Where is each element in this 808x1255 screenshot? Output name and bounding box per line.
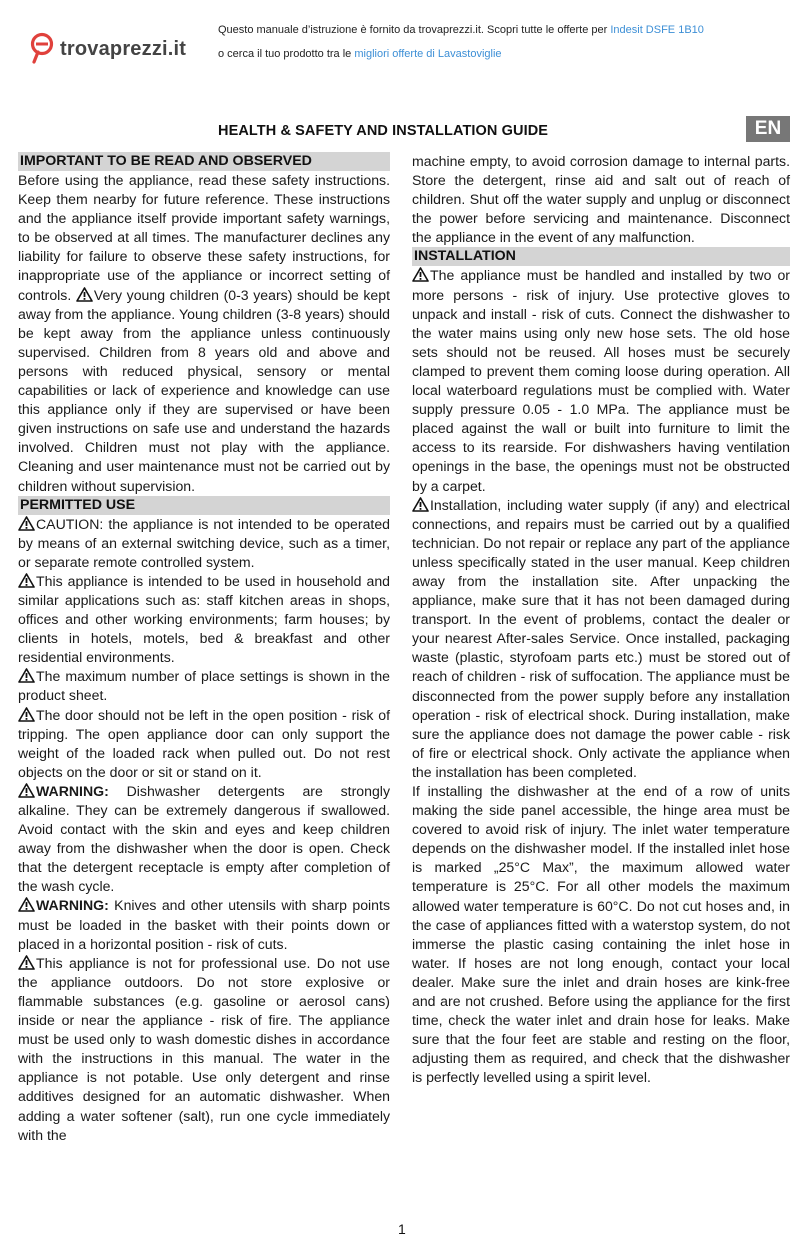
section-heading-permitted-use: PERMITTED USE bbox=[18, 496, 390, 515]
paragraph-technician bbox=[412, 496, 790, 782]
right-column bbox=[412, 152, 790, 1088]
household-text: This appliance is intended to be used in household and similar applications such as: staff kitchen areas in shops, offices and other working environments; farm houses; by clients in hotels, motels, bed & breakfast and other residential environments. bbox=[18, 572, 390, 666]
place-settings-text: The maximum number of place settings is shown in the product sheet. bbox=[18, 668, 390, 704]
top-banner bbox=[0, 0, 808, 80]
warning-icon bbox=[76, 287, 93, 302]
warning-icon bbox=[18, 897, 35, 912]
logo-text: trovaprezzi.it bbox=[60, 37, 187, 60]
paragraph-detergent-warning bbox=[18, 782, 390, 897]
section-heading-important: IMPORTANT TO BE READ AND OBSERVED bbox=[18, 152, 390, 171]
paragraph-handling bbox=[412, 266, 790, 495]
paragraph-household bbox=[18, 572, 390, 667]
technician-text: Installation, including water supply (if any) and electrical connections, and repairs must be carried out by a qualified technician. Do not repair or replace any part of the appliance unless specifically stated in the user manual. Keep children away from the installation site. After unpacking the appliance, make sure that it has not been damaged during transport. In the event of problems, contact the dealer or your nearest After-sales Service. Once installed, packaging waste (plastic, styrofoam parts etc.) must be stored out of reach of children - risk of suffocation. The appliance must be disconnected from the power supply before any installation operation - risk of electrical shock. During installation, make sure the appliance does not damage the power cable - risk of fire or electrical shock. Only activate the appliance when the installation has been completed. bbox=[412, 496, 790, 780]
trovaprezzi-logo[interactable] bbox=[30, 32, 186, 66]
warning-icon bbox=[18, 707, 35, 722]
warning-label: WARNING: bbox=[36, 897, 109, 914]
page-number: 1 bbox=[398, 1221, 406, 1237]
caution-text: CAUTION: the appliance is not intended to be operated by means of an external switching device, such as a timer, or separate remote controlled system. bbox=[18, 515, 390, 570]
detergent-text: Dishwasher detergents are strongly alkaline. They can be extremely dangerous if swallowed. Avoid contact with the skin and eyes and keep children away from the dishwasher when the door is open. Check that the detergent receptacle is empty after completion of the wash cycle. bbox=[18, 782, 390, 895]
warning-label: WARNING: bbox=[36, 782, 109, 799]
warning-icon bbox=[18, 955, 35, 970]
warning-icon bbox=[18, 516, 35, 531]
door-text: The door should not be left in the open position - risk of tripping. The open appliance door can only support the weight of the loaded rack when pulled out. Do not rest objects on the door or sit or stand on it. bbox=[18, 706, 390, 780]
paragraph-place-settings bbox=[18, 667, 390, 705]
banner-line-2 bbox=[218, 48, 502, 60]
paragraph-professional-use bbox=[18, 954, 390, 1145]
title-row bbox=[18, 116, 790, 144]
paragraph-caution bbox=[18, 515, 390, 572]
banner-line-1-text: Questo manuale d’istruzione è fornito da trovaprezzi.it. Scopri tutte le offerte per bbox=[218, 24, 611, 36]
paragraph-intro-text: Before using the appliance, read these safety instructions. Keep them nearby for future reference. These instructions and the appliance itself provide important safety warnings, to be observed at all times. The manufacturer declines any liability for failure to observe these safety instructions, for inappropriate use of the appliance or incorrect setting of controls. bbox=[18, 172, 390, 303]
paragraph-intro bbox=[18, 171, 390, 496]
paragraph-continuation: machine empty, to avoid corrosion damage to internal parts. Store the detergent, rinse aid and salt out of reach of children. Shut off the water supply and unplug or disconnect the power before servicing and maintenance. Disconnect the appliance in the event of any malfunction. bbox=[412, 153, 790, 246]
paragraph-hoses: If installing the dishwasher at the end of a row of units making the side panel accessible, the hinge area must be covered to avoid risk of injury. The inlet water temperature depends on the dishwasher model. If the installed inlet hose is marked „25°C Max”, the maximum allowed water temperature is 25°C. For all other models the maximum allowed water temperature is 60°C. Do not cut hoses and, in the case of appliances fitted with a waterstop system, do not immerse the plastic casing containing the inlet hose in water. If hoses are not long enough, contact your local dealer. Make sure the inlet and drain hoses are kink-free and are not crushed. Before using the appliance for the first time, check the water inlet and drain hose for leaks. Make sure that the four feet are stable and resting on the floor, adjusting them as required, and check that the dishwasher is perfectly levelled using a spirit level. bbox=[412, 783, 790, 1086]
section-heading-installation: INSTALLATION bbox=[412, 247, 790, 266]
paragraph-knives-warning bbox=[18, 896, 390, 953]
product-link[interactable]: Indesit DSFE 1B10 bbox=[610, 24, 704, 36]
banner-line-2-text: o cerca il tuo prodotto tra le bbox=[218, 48, 355, 60]
professional-use-text: This appliance is not for professional use. Do not use the appliance outdoors. Do not store explosive or flammable substances (e.g. gasoline or aerosol cans) inside or near the appliance - risk of fire. The appliance must be used only to wash domestic dishes in accordance with the instructions in this manual. The water in the appliance is not potable. Use only detergent and rinse additives designed for an automatic dishwasher. When adding a water softener (salt), run one cycle immediately with the bbox=[18, 954, 390, 1143]
warning-icon bbox=[18, 783, 35, 798]
children-warning-text: Very young children (0-3 years) should be kept away from the appliance. Young children (3-8 years) should be kept away from the appliance unless continuously supervised. Children from 8 years old and above and persons with reduced physical, sensory or mental capabilities or lack of experience and knowledge can use this appliance only if they are supervised or have been given instructions on safe use and understand the hazards involved. Children must not play with the appliance. Cleaning and user maintenance must not be carried out by children without supervision. bbox=[18, 286, 390, 494]
category-link[interactable]: migliori offerte di Lavastoviglie bbox=[354, 48, 502, 60]
page-title: HEALTH & SAFETY AND INSTALLATION GUIDE bbox=[218, 123, 549, 139]
handling-text: The appliance must be handled and installed by two or more persons - risk of injury. Use protective gloves to unpack and install - risk of cuts. Connect the dishwasher to the water mains using only new hose sets. The old hose sets should not be reused. All hoses must be securely clamped to prevent them coming loose during operation. All local waterboard regulations must be complied with. Water supply pressure 0.05 - 1.0 MPa. The appliance must be placed against the wall or built into furniture to limit the access to its rearside. For dishwashers having ventilation openings in the base, the openings must not be obstructed by a carpet. bbox=[412, 267, 790, 494]
banner-line-1 bbox=[218, 24, 704, 36]
price-tag-icon bbox=[30, 32, 56, 66]
warning-icon bbox=[412, 267, 429, 282]
warning-icon bbox=[18, 668, 35, 683]
language-badge: EN bbox=[746, 116, 790, 142]
paragraph-door bbox=[18, 706, 390, 782]
warning-icon bbox=[18, 573, 35, 588]
left-column bbox=[18, 152, 390, 1145]
warning-icon bbox=[412, 497, 429, 512]
knives-text: Knives and other utensils with sharp points must be loaded in the basket with their points down or placed in a horizontal position - risk of cuts. bbox=[18, 897, 390, 952]
